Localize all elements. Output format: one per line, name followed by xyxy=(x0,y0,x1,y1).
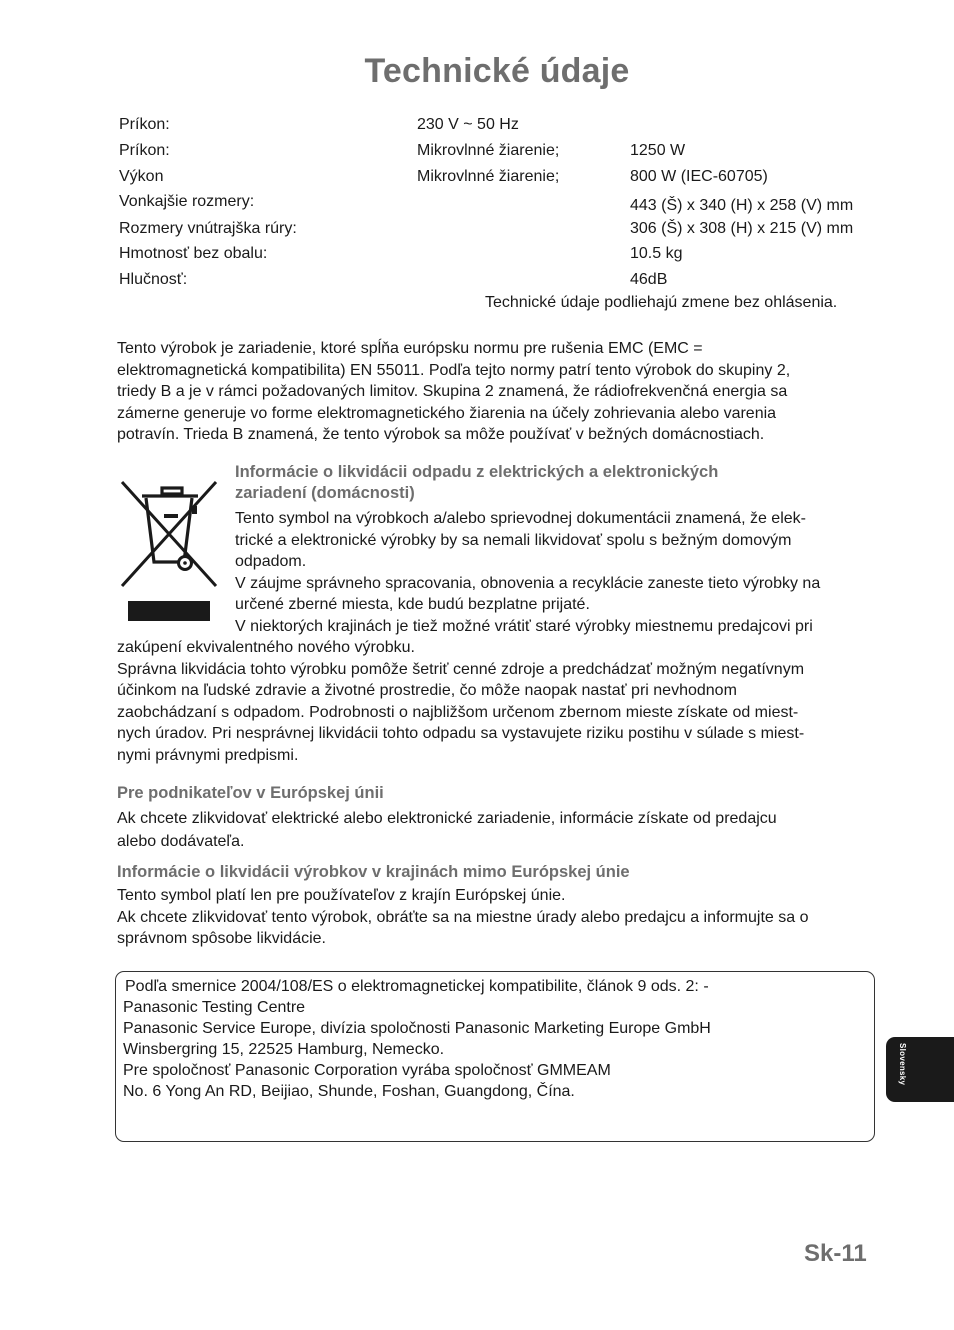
language-side-tab xyxy=(886,1037,954,1102)
paragraph-line: Ak chcete zlikvidovať tento výrobok, obráťte sa na miestne úrady alebo predajcu a informujte sa o xyxy=(117,908,809,926)
page-number: Sk-11 xyxy=(804,1240,867,1267)
spec-type: Mikrovlnné žiarenie; xyxy=(417,168,560,185)
outside-eu-text xyxy=(117,885,887,950)
paragraph-line: Správna likvidácia tohto výrobku pomôže šetriť cenné zdroje a predchádzať možným negatívnym xyxy=(117,660,805,678)
spec-label: Vonkajšie rozmery: xyxy=(119,193,255,210)
spec-label: Výkon xyxy=(119,168,164,185)
spec-value: 10.5 kg xyxy=(630,245,683,262)
directive-text xyxy=(123,976,711,1102)
disposal-heading xyxy=(235,462,718,504)
spec-value: 230 V ~ 50 Hz xyxy=(417,116,519,133)
paragraph-line: nych úradov. Pri nesprávnej likvidácii tohto odpadu sa vystavujete riziku postihu v súlade s miest- xyxy=(117,725,805,743)
paragraph-line: zakúpení ekvivalentného nového výrobku. xyxy=(117,639,415,656)
spec-label: Hmotnosť bez obalu: xyxy=(119,245,268,262)
spec-value: 1250 W xyxy=(630,142,686,159)
disposal-text-indented xyxy=(235,508,885,638)
disposal-text xyxy=(117,637,887,767)
directive-line: Winsbergring 15, 22525 Hamburg, Nemecko. xyxy=(123,1041,445,1058)
paragraph-line: triedy B a je v rámci požadovaných limitov. Skupina 2 znamená, že rádiofrekvenčná energia sa xyxy=(117,383,788,401)
spec-value: 443 (Š) x 340 (H) x 258 (V) mm xyxy=(630,197,854,214)
paragraph-line: Tento výrobok je zariadenie, ktoré spĺňa európsku normu pre rušenia EMC (EMC = xyxy=(117,340,703,357)
paragraph-line: účinkom na ľudské zdravie a životné prostredie, čo môže naopak nastať pri nevhodnom xyxy=(117,682,737,700)
paragraph-line: odpadom. xyxy=(235,553,307,571)
directive-line: No. 6 Yong An RD, Beijiao, Shunde, Foshan, Guangdong, Čína. xyxy=(123,1083,575,1100)
spec-value: 306 (Š) x 308 (H) x 215 (V) mm xyxy=(630,220,854,237)
directive-line: Podľa smernice 2004/108/ES o elektromagnetickej kompatibilite, článok 9 ods. 2: - xyxy=(125,978,709,995)
paragraph-line: Ak chcete zlikvidovať elektrické alebo elektronické zariadenie, informácie získate od predajcu xyxy=(117,810,777,827)
business-heading: Pre podnikateľov v Európskej únii xyxy=(117,784,384,802)
directive-line: Panasonic Testing Centre xyxy=(123,999,306,1016)
business-text xyxy=(117,807,887,853)
page-title: Technické údaje xyxy=(364,52,630,90)
emc-paragraph xyxy=(117,338,877,446)
paragraph-line: alebo dodávateľa. xyxy=(117,833,245,850)
crossed-out-wheeled-bin-icon xyxy=(118,478,220,624)
directive-line: Pre spoločnosť Panasonic Corporation vyrába spoločnosť GMMEAM xyxy=(123,1062,611,1079)
spec-type: Mikrovlnné žiarenie; xyxy=(417,142,560,159)
paragraph-line: správnom spôsobe likvidácie. xyxy=(117,930,326,948)
spec-label: Príkon: xyxy=(119,116,170,133)
paragraph-line: nymi právnymi predpismi. xyxy=(117,746,299,764)
spec-value: 46dB xyxy=(630,271,668,288)
spec-label: Hlučnosť: xyxy=(119,271,188,288)
paragraph-line: Tento symbol na výrobkoch a/alebo sprievodnej dokumentácii znamená, že elek- xyxy=(235,510,806,527)
specs-note: Technické údaje podliehajú zmene bez ohlásenia. xyxy=(485,294,838,311)
spec-value: 800 W (IEC-60705) xyxy=(630,168,768,185)
directive-line: Panasonic Service Europe, divízia spoločnosti Panasonic Marketing Europe GmbH xyxy=(123,1020,711,1037)
paragraph-line: elektromagnetická kompatibilita) EN 55011. Podľa tejto normy patrí tento výrobok do skupiny 2, xyxy=(117,361,791,379)
heading-line: zariadení (domácnosti) xyxy=(235,484,415,502)
spec-label: Rozmery vnútrajška rúry: xyxy=(119,220,297,237)
paragraph-line: zámerne generuje vo forme elektromagnetického žiarenia na účely zohrievania alebo varenia xyxy=(117,404,777,422)
paragraph-line: zaobchádzaní s odpadom. Podrobnosti o najbližšom určenom zbernom mieste získate od miest- xyxy=(117,703,799,721)
paragraph-line: V niektorých krajinách je tiež možné vrátiť staré výrobky miestnemu predajcovi pri xyxy=(235,617,813,635)
paragraph-line: určené zberné miesta, kde budú bezplatne prijaté. xyxy=(235,596,590,614)
paragraph-line: trické a elektronické výrobky by sa nemali likvidovať spolu s bežným domovým xyxy=(235,531,792,549)
paragraph-line: Tento symbol platí len pre používateľov z krajín Európskej únie. xyxy=(117,887,566,904)
language-tab-label: Slovensky xyxy=(898,1043,907,1086)
spec-label: Príkon: xyxy=(119,142,170,159)
paragraph-line: V záujme správneho spracovania, obnovenia a recyklácie zaneste tieto výrobky na xyxy=(235,574,821,592)
heading-line: Informácie o likvidácii odpadu z elektrických a elektronických xyxy=(235,463,719,481)
paragraph-line: potravín. Trieda B znamená, že tento výrobok sa môže používať v bežných domácnostiach. xyxy=(117,426,765,444)
outside-eu-heading: Informácie o likvidácii výrobkov v krajinách mimo Európskej únie xyxy=(117,863,630,881)
